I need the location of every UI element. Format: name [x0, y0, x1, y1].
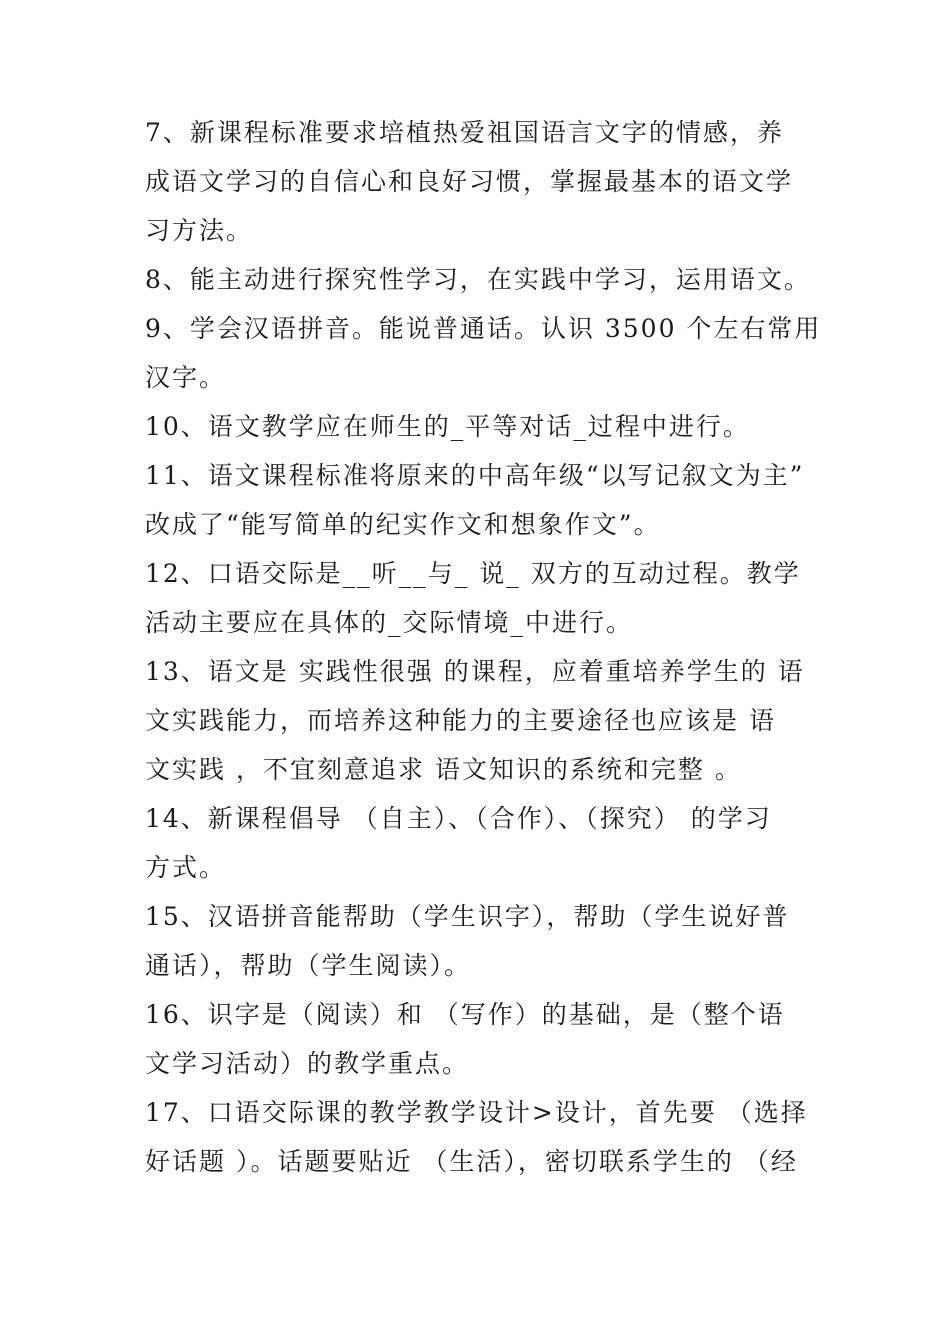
text-line: 文学习活动）的教学重点。	[145, 1049, 470, 1078]
text-line: 16、识字是（阅读）和 （写作）的基础，是（整个语	[145, 1000, 785, 1029]
text-line: 13、语文是 实践性很强 的课程，应着重培养学生的 语	[145, 657, 805, 686]
document-body	[145, 108, 822, 1186]
text-line: 15、汉语拼音能帮助（学生识字），帮助（学生说好普	[145, 902, 790, 931]
text-line: 汉字。	[145, 363, 227, 392]
text-line: 11、语文课程标准将原来的中高年级“以写记叙文为主”	[145, 461, 805, 490]
text-line: 习方法。	[145, 216, 254, 245]
text-line: 文实践能力，而培养这种能力的主要途径也应该是 语	[145, 706, 776, 735]
text-line: 通话），帮助（学生阅读）。	[145, 951, 472, 980]
text-line: 17、口语交际课的教学教学设计>设计，首先要 （选择	[145, 1098, 808, 1127]
text-line: 14、新课程倡导 （自主）、（合作）、（探究） 的学习	[145, 804, 772, 833]
text-line: 成语文学习的自信心和良好习惯，掌握最基本的语文学	[145, 167, 794, 196]
text-line: 改成了“能写简单的纪实作文和想象作文”。	[145, 510, 661, 539]
text-line: 12、口语交际是__听__与_ 说_ 双方的互动过程。教学	[145, 559, 801, 588]
text-line: 文实践 ，不宜刻意追求 语文知识的系统和完整 。	[145, 755, 742, 784]
text-line: 活动主要应在具体的_交际情境_中进行。	[145, 608, 634, 637]
text-line: 好话题 ）。话题要贴近 （生活），密切联系学生的 （经	[145, 1147, 798, 1176]
text-line: 7、新课程标准要求培植热爱祖国语言文字的情感，养	[145, 118, 784, 147]
text-line: 10、语文教学应在师生的_平等对话_过程中进行。	[145, 412, 750, 441]
text-line: 方式。	[145, 853, 227, 882]
text-line: 8、能主动进行探究性学习，在实践中学习，运用语文。	[145, 265, 811, 294]
text-line: 9、学会汉语拼音。能说普通话。认识 3500 个左右常用	[145, 314, 822, 343]
